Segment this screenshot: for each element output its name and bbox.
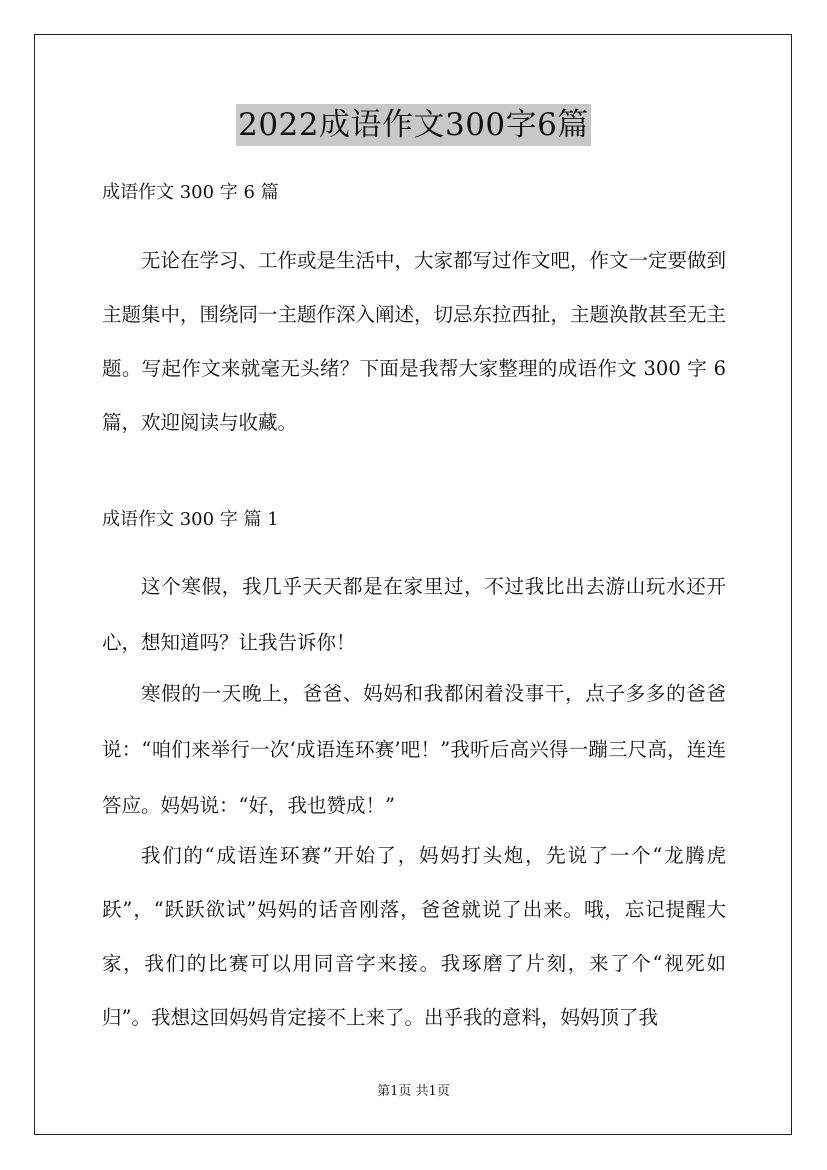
body-paragraph-1: 这个寒假，我几乎天天都是在家里过，不过我比出去游山玩水还开心，想知道吗？让我告诉你！ bbox=[102, 575, 726, 654]
body-paragraph-2: 寒假的一天晚上，爸爸、妈妈和我都闲着没事干，点子多多的爸爸说：“咱们来举行一次‘成语连环赛’吧！”我听后高兴得一蹦三尺高，连连答应。妈妈说：“好，我也赞成！” bbox=[102, 682, 726, 817]
document-title bbox=[0, 104, 827, 146]
intro-paragraph: 无论在学习、工作或是生活中，大家都写过作文吧，作文一定要做到主题集中，围绕同一主题作深入阐述，切忌东拉西扯，主题涣散甚至无主题。写起作文来就毫无头绪？下面是我帮大家整理的成语作文 300 字 6 篇，欢迎阅读与收藏。 bbox=[102, 249, 727, 434]
section-heading: 成语作文 300 字 篇 1 bbox=[102, 509, 279, 530]
body-paragraph-3: 我们的“成语连环赛”开始了，妈妈打头炮，先说了一个“龙腾虎跃”，“跃跃欲试”妈妈的话音刚落，爸爸就说了出来。哦，忘记提醒大家，我们的比赛可以用同音字来接。我琢磨了片刻，来了个“视死如归”。我想这回妈妈肯定接不上来了。出乎我的意料，妈妈顶了我 bbox=[102, 844, 726, 1029]
page-footer: 第1页 共1页 bbox=[377, 1084, 450, 1099]
document-subtitle: 成语作文 300 字 6 篇 bbox=[102, 182, 279, 203]
document-title-text: 2022成语作文300字6篇 bbox=[236, 104, 591, 146]
